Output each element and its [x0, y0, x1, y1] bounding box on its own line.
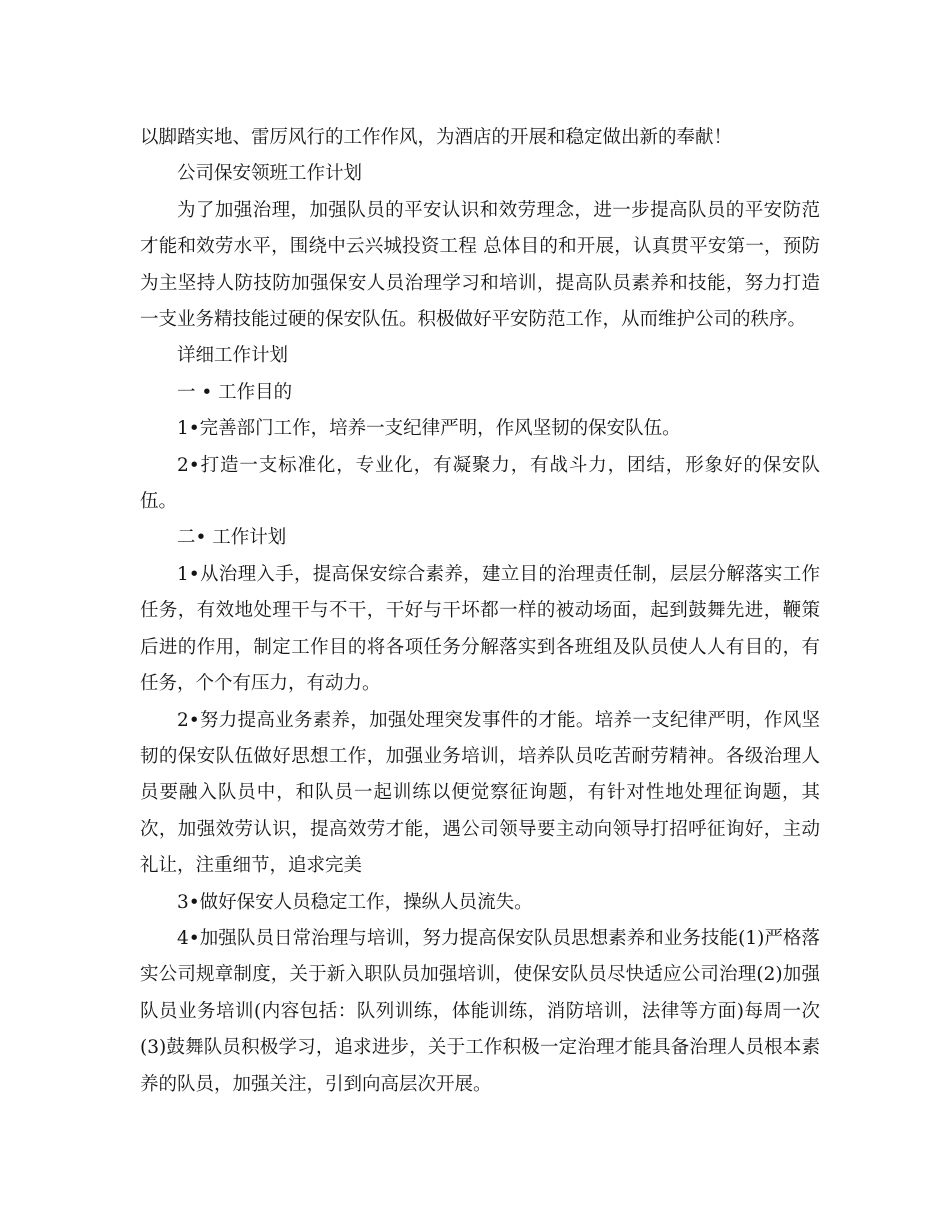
- heading-work-plan: 二• 工作计划: [177, 527, 287, 549]
- paragraph-continuation: 以脚踏实地、雷厉风行的工作作风，为酒店的开展和稳定做出新的奉献！: [140, 127, 733, 148]
- goal-item-2: 2•打造一支标准化，专业化，有凝聚力，有战斗力，团结，形象好的保安队伍。: [140, 454, 820, 513]
- section-title: 公司保安领班工作计划: [177, 163, 363, 185]
- section-heading-plan: 详细工作计划: [177, 345, 289, 367]
- plan-item-4: 4•加强队员日常治理与培训，努力提高保安队员思想素养和业务技能(1)严格落实公司规章制度，关于新入职队员加强培训，使保安队员尽快适应公司治理(2)加强队员业务培训(内容包括：队列训练，体能训练，消防培训，法律等方面)每周一次(3)鼓舞队员积极学习，追求进步，关于工作积极一定治理才能具备治理人员根本素养的队员，加强关注，引到向高层次开展。: [140, 927, 820, 1095]
- document-body: [140, 120, 820, 1103]
- plan-item-3: 3•做好保安人员稳定工作，操纵人员流失。: [177, 891, 533, 913]
- heading-goals: 一 • 工作目的: [177, 381, 293, 403]
- plan-item-2: 2•努力提高业务素养，加强处理突发事件的才能。培养一支纪律严明，作风坚韧的保安队伍做好思想工作，加强业务培训，培养队员吃苦耐劳精神。各级治理人员要融入队员中，和队员一起训练以便觉察征询题，有针对性地处理征询题，其次，加强效劳认识，提高效劳才能，遇公司领导要主动向领导打招呼征询好，主动礼让，注重细节，追求完美: [140, 709, 820, 877]
- plan-item-1: 1•从治理入手，提高保安综合素养，建立目的治理责任制，层层分解落实工作任务，有效地处理干与不干，干好与干坏都一样的被动场面，起到鼓舞先进，鞭策后进的作用，制定工作目的将各项任务分解落实到各班组及队员使人人有目的，有任务，个个有压力，有动力。: [140, 563, 820, 695]
- paragraph-intro: 为了加强治理，加强队员的平安认识和效劳理念，进一步提高队员的平安防范才能和效劳水平，围绕中云兴城投资工程 总体目的和开展，认真贯平安第一，预防为主坚持人防技防加强保安人员治理学习和培训，提高队员素养和技能，努力打造一支业务精技能过硬的保安队伍。积极做好平安防范工作，从而维护公司的秩序。: [140, 199, 820, 331]
- goal-item-1: 1•完善部门工作，培养一支纪律严明，作风坚韧的保安队伍。: [177, 418, 681, 440]
